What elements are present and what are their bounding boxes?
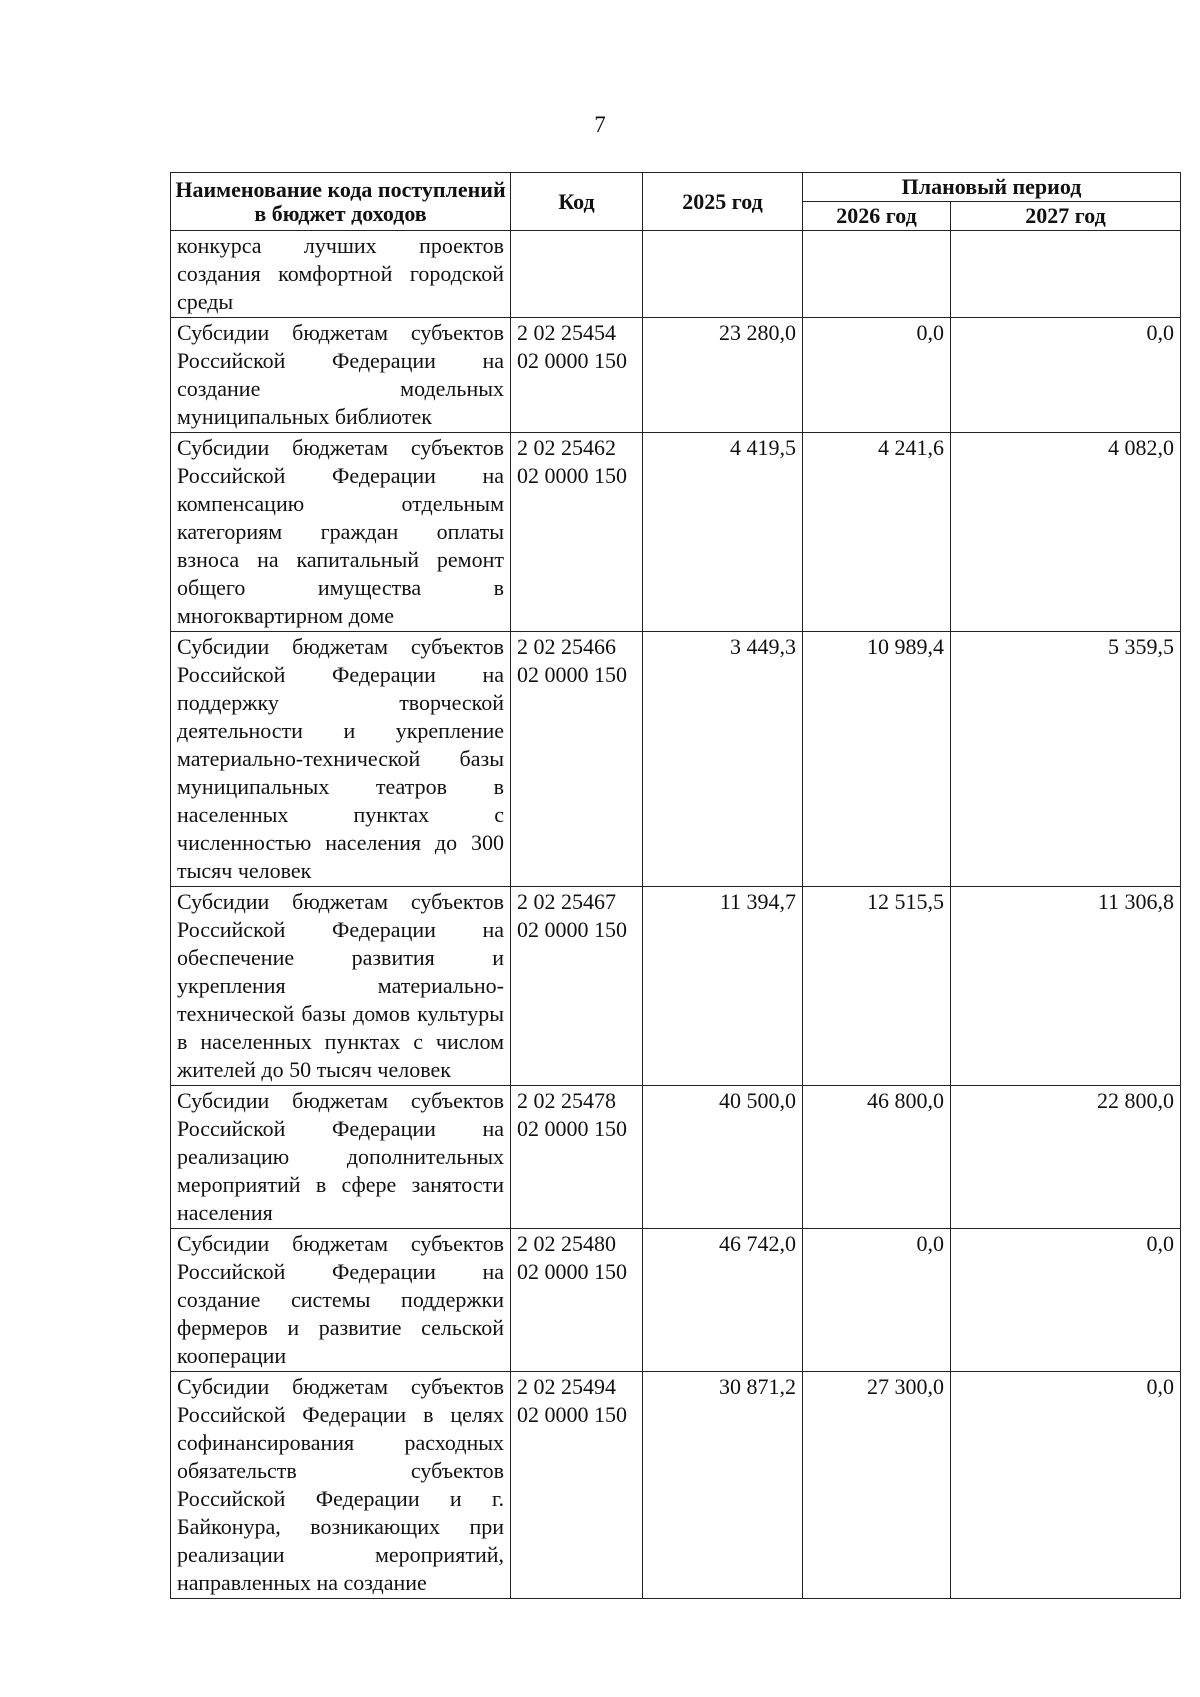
budget-revenue-table — [170, 172, 1181, 1599]
row-2027 — [951, 231, 1181, 318]
row-2026: 27 300,0 — [803, 1372, 951, 1599]
row-2026: 12 515,5 — [803, 887, 951, 1086]
row-code: 2 02 25478 02 0000 150 — [511, 1086, 643, 1229]
row-2026: 10 989,4 — [803, 632, 951, 887]
table-row — [171, 1086, 1181, 1229]
row-2026 — [803, 231, 951, 318]
row-2025: 23 280,0 — [643, 318, 803, 433]
row-name: конкурса лучших проектов создания комфортной городской среды — [171, 231, 511, 318]
row-2027: 5 359,5 — [951, 632, 1181, 887]
row-2026: 0,0 — [803, 1229, 951, 1372]
row-2025: 30 871,2 — [643, 1372, 803, 1599]
table-row — [171, 632, 1181, 887]
page-number: 7 — [594, 112, 606, 137]
header-2027: 2027 год — [951, 202, 1181, 231]
row-name: Субсидии бюджетам субъектов Российской Федерации на реализацию дополнительных мероприятий в сфере занятости населения — [171, 1086, 511, 1229]
row-name: Субсидии бюджетам субъектов Российской Федерации на компенсацию отдельным категориям граждан оплаты взноса на капитальный ремонт общего имущества в многоквартирном доме — [171, 433, 511, 632]
row-2025: 40 500,0 — [643, 1086, 803, 1229]
row-2026: 4 241,6 — [803, 433, 951, 632]
row-2025: 11 394,7 — [643, 887, 803, 1086]
row-code: 2 02 25454 02 0000 150 — [511, 318, 643, 433]
row-2027: 4 082,0 — [951, 433, 1181, 632]
row-2026: 0,0 — [803, 318, 951, 433]
table-row — [171, 318, 1181, 433]
row-2025 — [643, 231, 803, 318]
row-name: Субсидии бюджетам субъектов Российской Федерации на создание системы поддержки фермеров и развитие сельской кооперации — [171, 1229, 511, 1372]
table-row — [171, 1229, 1181, 1372]
row-code — [511, 231, 643, 318]
header-name: Наименование кода поступлений в бюджет доходов — [171, 173, 511, 231]
row-code: 2 02 25480 02 0000 150 — [511, 1229, 643, 1372]
table-row — [171, 887, 1181, 1086]
row-code: 2 02 25494 02 0000 150 — [511, 1372, 643, 1599]
row-name: Субсидии бюджетам субъектов Российской Федерации на обеспечение развития и укрепления материально-технической базы домов культуры в населенных пунктах с числом жителей до 50 тысяч человек — [171, 887, 511, 1086]
row-2027: 0,0 — [951, 1229, 1181, 1372]
row-name: Субсидии бюджетам субъектов Российской Федерации в целях софинансирования расходных обязательств субъектов Российской Федерации и г. Байконура, возникающих при реализации мероприятий, направленных на создание — [171, 1372, 511, 1599]
row-name: Субсидии бюджетам субъектов Российской Федерации на создание модельных муниципальных библиотек — [171, 318, 511, 433]
row-2025: 46 742,0 — [643, 1229, 803, 1372]
row-2026: 46 800,0 — [803, 1086, 951, 1229]
row-2027: 11 306,8 — [951, 887, 1181, 1086]
row-2027: 0,0 — [951, 318, 1181, 433]
row-name: Субсидии бюджетам субъектов Российской Федерации на поддержку творческой деятельности и укрепление материально-технической базы муниципальных театров в населенных пунктах с численностью населения до 300 тысяч человек — [171, 632, 511, 887]
header-planned-period: Плановый период — [803, 173, 1181, 202]
table-row — [171, 1372, 1181, 1599]
row-2025: 4 419,5 — [643, 433, 803, 632]
row-code: 2 02 25467 02 0000 150 — [511, 887, 643, 1086]
header-row — [171, 173, 1181, 202]
row-code: 2 02 25462 02 0000 150 — [511, 433, 643, 632]
header-2026: 2026 год — [803, 202, 951, 231]
row-code: 2 02 25466 02 0000 150 — [511, 632, 643, 887]
header-code: Код — [511, 173, 643, 231]
row-2027: 22 800,0 — [951, 1086, 1181, 1229]
header-2025: 2025 год — [643, 173, 803, 231]
table-row — [171, 231, 1181, 318]
table-row — [171, 433, 1181, 632]
row-2025: 3 449,3 — [643, 632, 803, 887]
row-2027: 0,0 — [951, 1372, 1181, 1599]
